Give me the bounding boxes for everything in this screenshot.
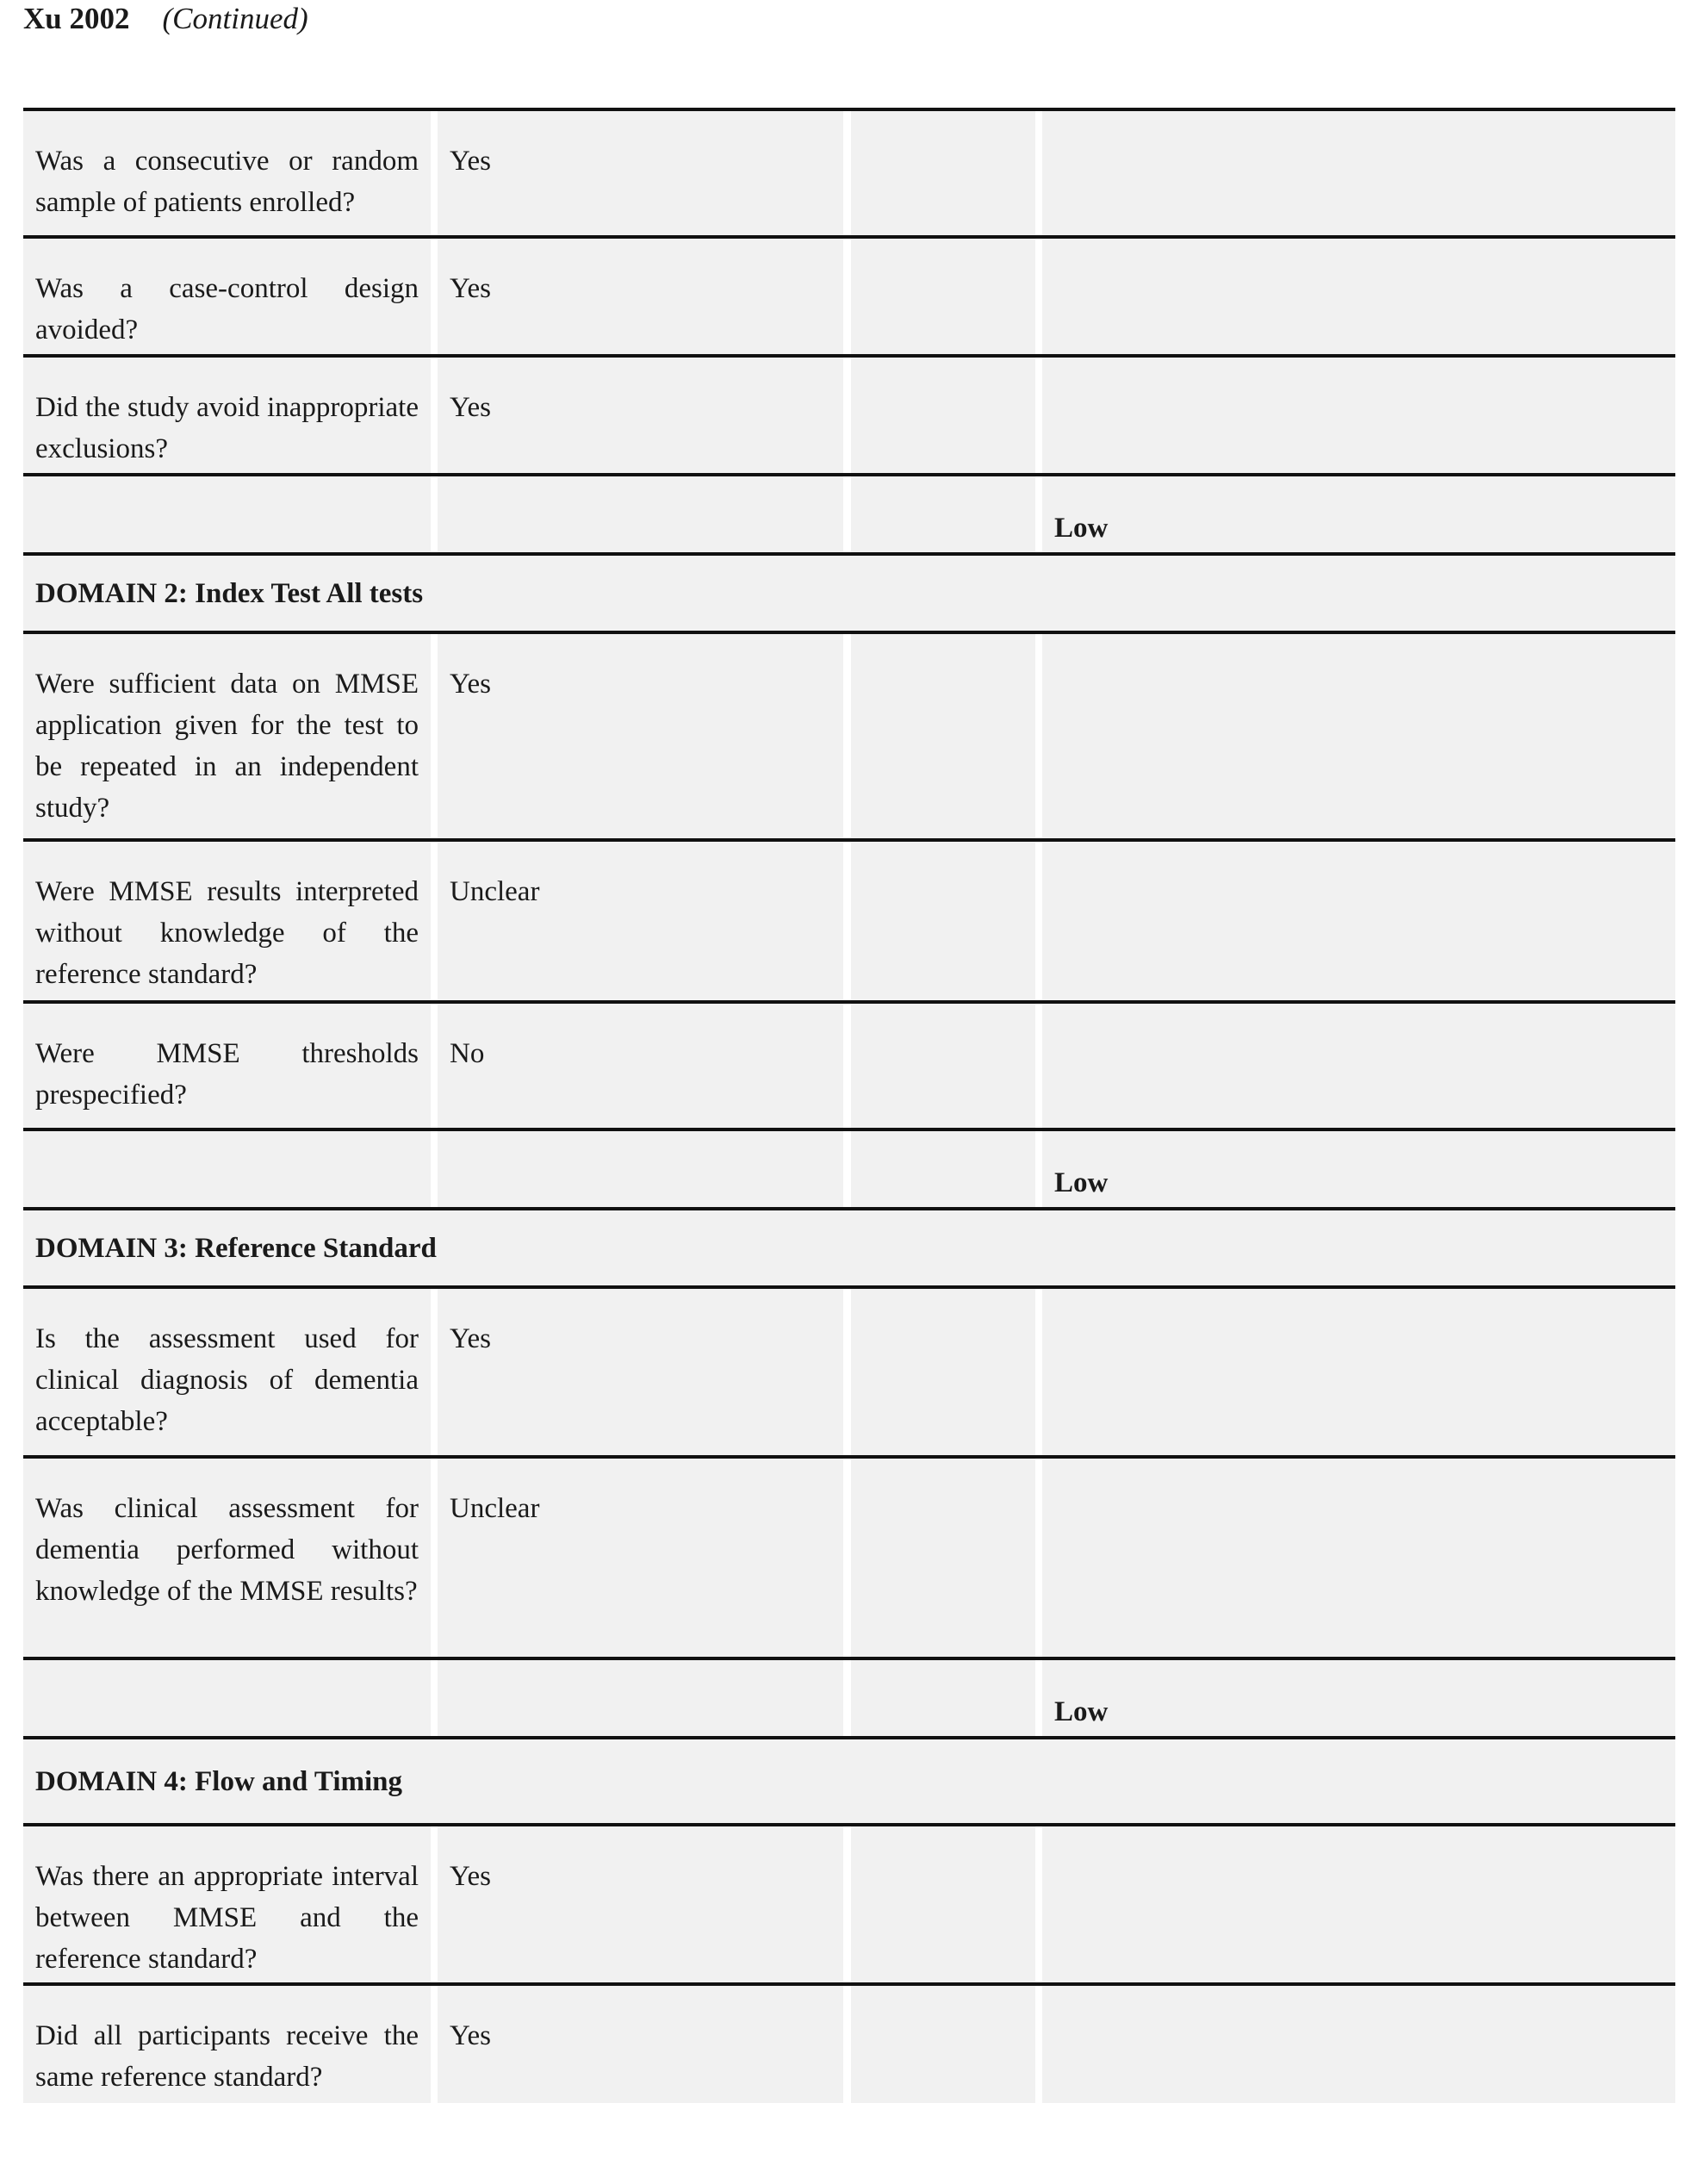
empty-cell	[438, 1131, 843, 1207]
answer: Yes	[438, 1986, 843, 2103]
answer: Unclear	[438, 1459, 843, 1657]
empty-cell	[851, 476, 1035, 552]
signalling-question: Was there an appropriate interval between MMSE and the reference standard?	[23, 1826, 431, 1982]
domain-header-row	[23, 1736, 1675, 1823]
answer: Yes	[438, 111, 843, 235]
answer: Yes	[438, 1826, 843, 1982]
empty-cell	[438, 476, 843, 552]
answer: Yes	[438, 634, 843, 838]
answer: Yes	[438, 358, 843, 473]
empty-cell	[1042, 842, 1675, 1000]
empty-cell	[23, 476, 431, 552]
question-row	[23, 1455, 1675, 1657]
empty-cell	[1042, 1004, 1675, 1128]
signalling-question: Did the study avoid inappropriate exclusions?	[23, 358, 431, 473]
empty-cell	[851, 1004, 1035, 1128]
empty-cell	[1042, 358, 1675, 473]
answer: Yes	[438, 239, 843, 354]
empty-cell	[851, 842, 1035, 1000]
question-row	[23, 1823, 1675, 1982]
empty-cell	[851, 239, 1035, 354]
answer: No	[438, 1004, 843, 1128]
domain-title: DOMAIN 4: Flow and Timing	[23, 1739, 1675, 1823]
answer: Yes	[438, 1289, 843, 1455]
empty-cell	[851, 634, 1035, 838]
answer: Unclear	[438, 842, 843, 1000]
domain-title: DOMAIN 3: Reference Standard	[23, 1210, 1675, 1285]
empty-cell	[1042, 634, 1675, 838]
question-row	[23, 354, 1675, 473]
empty-cell	[851, 1826, 1035, 1982]
question-row	[23, 1000, 1675, 1128]
risk-of-bias: Low	[1042, 1660, 1675, 1736]
question-row	[23, 631, 1675, 838]
risk-of-bias: Low	[1042, 1131, 1675, 1207]
risk-of-bias: Low	[1042, 476, 1675, 552]
continued-note: (Continued)	[162, 2, 308, 35]
quadas-table	[23, 108, 1675, 2103]
empty-cell	[1042, 111, 1675, 235]
question-row	[23, 838, 1675, 1000]
page-header	[23, 0, 308, 38]
signalling-question: Was a case-control design avoided?	[23, 239, 431, 354]
empty-cell	[23, 1660, 431, 1736]
signalling-question: Did all participants receive the same reference standard?	[23, 1986, 431, 2103]
signalling-question: Was a consecutive or random sample of patients enrolled?	[23, 111, 431, 235]
risk-row	[23, 473, 1675, 552]
signalling-question: Were MMSE results interpreted without knowledge of the reference standard?	[23, 842, 431, 1000]
question-row	[23, 1982, 1675, 2103]
domain-title: DOMAIN 2: Index Test All tests	[23, 556, 1675, 631]
signalling-question: Was clinical assessment for dementia performed without knowledge of the MMSE results?	[23, 1459, 431, 1657]
empty-cell	[1042, 1289, 1675, 1455]
signalling-question: Were sufficient data on MMSE application given for the test to be repeated in an independent study?	[23, 634, 431, 838]
signalling-question: Is the assessment used for clinical diagnosis of dementia acceptable?	[23, 1289, 431, 1455]
empty-cell	[851, 1660, 1035, 1736]
signalling-question: Were MMSE thresholds prespecified?	[23, 1004, 431, 1128]
question-row	[23, 235, 1675, 354]
empty-cell	[1042, 239, 1675, 354]
domain-header-row	[23, 552, 1675, 631]
empty-cell	[851, 1289, 1035, 1455]
question-row	[23, 108, 1675, 235]
empty-cell	[851, 358, 1035, 473]
domain-header-row	[23, 1207, 1675, 1285]
empty-cell	[851, 1986, 1035, 2103]
risk-row	[23, 1128, 1675, 1207]
empty-cell	[1042, 1826, 1675, 1982]
empty-cell	[1042, 1986, 1675, 2103]
study-title: Xu 2002	[23, 2, 130, 35]
question-row	[23, 1285, 1675, 1455]
empty-cell	[438, 1660, 843, 1736]
empty-cell	[851, 1131, 1035, 1207]
risk-row	[23, 1657, 1675, 1736]
empty-cell	[851, 111, 1035, 235]
empty-cell	[851, 1459, 1035, 1657]
empty-cell	[23, 1131, 431, 1207]
empty-cell	[1042, 1459, 1675, 1657]
